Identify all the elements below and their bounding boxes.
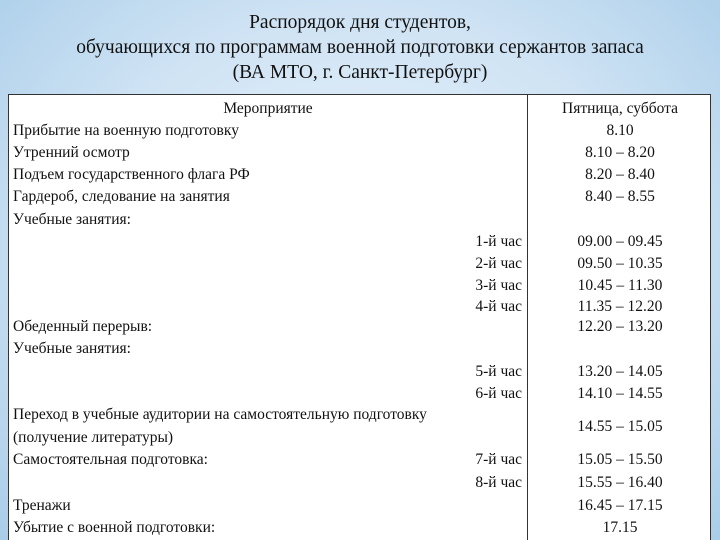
time-hour-3: 10.45 – 11.30	[577, 277, 663, 294]
hour-6: 6-й час	[475, 385, 522, 402]
title-line-3: (ВА МТО, г. Санкт-Петербург)	[232, 62, 488, 83]
hour-5: 5-й час	[475, 363, 522, 380]
event-departure: Убытие с военной подготовки:	[13, 519, 216, 536]
event-classes-1: Учебные занятия:	[13, 211, 131, 228]
time-arrival: 8.10	[606, 122, 634, 139]
time-transfer: 14.55 – 15.05	[577, 418, 663, 435]
schedule-table	[8, 94, 711, 540]
header-event: Мероприятие	[223, 100, 313, 117]
event-training: Тренажи	[13, 497, 71, 514]
time-hour-4: 11.35 – 12.20	[577, 298, 663, 315]
time-departure: 17.15	[602, 519, 638, 536]
hour-1: 1-й час	[475, 233, 522, 250]
event-morning-inspection: Утренний осмотр	[13, 144, 130, 161]
time-hour-5: 13.20 – 14.05	[577, 363, 663, 380]
time-hour-1: 09.00 – 09.45	[577, 233, 663, 250]
title-line-1: Распорядок дня студентов,	[249, 12, 471, 33]
event-transfer-note: (получение литературы)	[13, 429, 174, 446]
time-morning-inspection: 8.10 – 8.20	[585, 144, 655, 161]
title-line-2: обучающихся по программам военной подготовки сержантов запаса	[76, 37, 644, 58]
event-transfer: Переход в учебные аудитории на самостоятельную подготовку	[13, 406, 427, 423]
event-arrival: Прибытие на военную подготовку	[13, 122, 239, 139]
time-training: 16.45 – 17.15	[577, 497, 663, 514]
hour-8: 8-й час	[475, 474, 522, 491]
event-flag-raising: Подъем государственного флага РФ	[13, 166, 250, 183]
time-hour-7: 15.05 – 15.50	[577, 451, 663, 468]
page-title	[0, 10, 720, 85]
event-lunch: Обеденный перерыв:	[13, 318, 153, 335]
time-hour-8: 15.55 – 16.40	[577, 474, 663, 491]
hour-3: 3-й час	[475, 277, 522, 294]
time-hour-2: 09.50 – 10.35	[577, 255, 663, 272]
hour-7: 7-й час	[475, 451, 522, 468]
header-days: Пятница, суббота	[562, 100, 678, 117]
hour-2: 2-й час	[475, 255, 522, 272]
event-cloakroom: Гардероб, следование на занятия	[13, 188, 230, 205]
time-flag-raising: 8.20 – 8.40	[585, 166, 655, 183]
time-hour-6: 14.10 – 14.55	[577, 385, 663, 402]
hour-4: 4-й час	[475, 298, 522, 315]
event-classes-2: Учебные занятия:	[13, 340, 131, 357]
time-lunch: 12.20 – 13.20	[577, 318, 663, 335]
event-self-study: Самостоятельная подготовка:	[13, 451, 208, 468]
time-cloakroom: 8.40 – 8.55	[585, 188, 655, 205]
